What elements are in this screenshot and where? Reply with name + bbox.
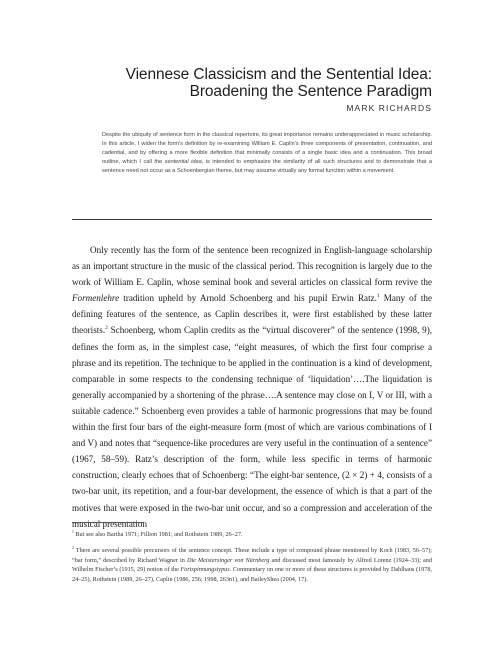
body-sentence-3: Many of the defining features of the sentence, as Caplin describes it, were first established by these latter theorists. [72,293,432,336]
formenlehre-term: Formenlehre [72,293,120,304]
footnote-2 [72,546,432,585]
footnote-2-text-b: and discussed most famously by Alfred Lorenz (1924–33); and Wilhelm Fischer’s (1915, 29) notion of the [72,556,432,574]
footnote-1-text: But see also Bartha 1971; Fillion 1981; and Rothstein 1989, 26–27. [73,531,243,538]
footnote-2-number: 2 [72,545,74,550]
body-sentence-2: tradition upheld by Arnold Schoenberg and his pupil Erwin Ratz. [119,293,377,304]
footnote-2-italic-2: Fortspinnungstypus [180,566,230,574]
footnote-divider [72,522,144,523]
footnote-marker-1[interactable]: 1 [376,293,380,300]
title-line-2: Broadening the Sentence Paradigm [189,83,432,100]
body-paragraph [72,242,432,532]
footnote-1 [72,530,432,540]
article-title [126,66,432,100]
title-line-1: Viennese Classicism and the Sentential Idea: [125,66,432,83]
abstract [102,131,432,176]
abstract-divider [72,219,432,220]
author-name: MARK RICHARDS [346,103,432,113]
body-sentence-4: Schoenberg, whom Caplin credits as the “virtual discoverer” of the sentence (1998, 9), defines the form as, in the simplest case, “eight measures, of which the first four comprise a phrase and its repetition. The technique to be applied in the continuation is a kind of development, comparable in some respects to the condensing technique of ‘liquidation’….The liquidation is generally accompanied by a shortening of the phrase….A sentence may close on I, V or III, with a suitable cadence.” Schoenberg even provides a table of harmonic progressions that may be found within the first four bars of the eight-measure form (most of which are various combinations of I and V) and notes that “sequence-like procedures are very useful in the continuation of a sentence” (1967, 58–59). Ratz’s description of the form, while less specific in terms of harmonic construction, clearly echoes that of Schoenberg: “The eight-bar sentence, (2 × 2) + 4, consists of a two-bar unit, its repetition, and a four-bar development, the essence of which is that a part of the motives that were exposed in the two-bar unit occur, and so a compression and acceleration of the musical presentation [72,325,432,529]
footnote-marker-2[interactable]: 2 [105,325,108,332]
body-sentence-1: Only recently has the form of the sentence been recognized in English-language scholarship as an important structure in the music of the classical period. This recognition is largely due to the work of William E. Caplin, whose seminal book and several articles on classical form revive the [72,245,432,288]
footnote-2-italic-1: Die Meistersinger von Nürnberg [186,556,270,564]
footnote-2-text-c: . Commentary on one or more of these structures is provided by Dahlhaus (1978, 24–25), Rothstein (1989, 26–27), Caplin (1986, 256; 1998, 263n1), and BaileyShea (2004, 17). [72,566,432,584]
body-text [72,242,432,532]
abstract-text-1: Despite the ubiquity of sentence form in the classical repertoire, its great importance remains underappreciated in music scholarship. In this article, I widen the form’s definition by re-examining William E. Caplin’s three components of presentation, continuation, and cadential, and by offering a more flexible definition that minimally consists of a single basic idea and a continuation. This broad outline, which I call [102,132,432,165]
abstract-text-2: , is intended to emphasize the similarity of all such structures and to demonstrate that a sentence need not occur as a Schoenbergian theme, but may assume virtually any formal function within a movement. [102,158,432,174]
footnote-1-number: 1 [72,529,74,534]
footnote-2-text-a: There are several possible precursors of the sentence concept. These include a type of compound phrase mentioned by Koch (1983, 56–57); “bar form,” described by Richard Wagner in [72,547,432,564]
abstract-italic-term: the sentential idea [154,158,202,165]
